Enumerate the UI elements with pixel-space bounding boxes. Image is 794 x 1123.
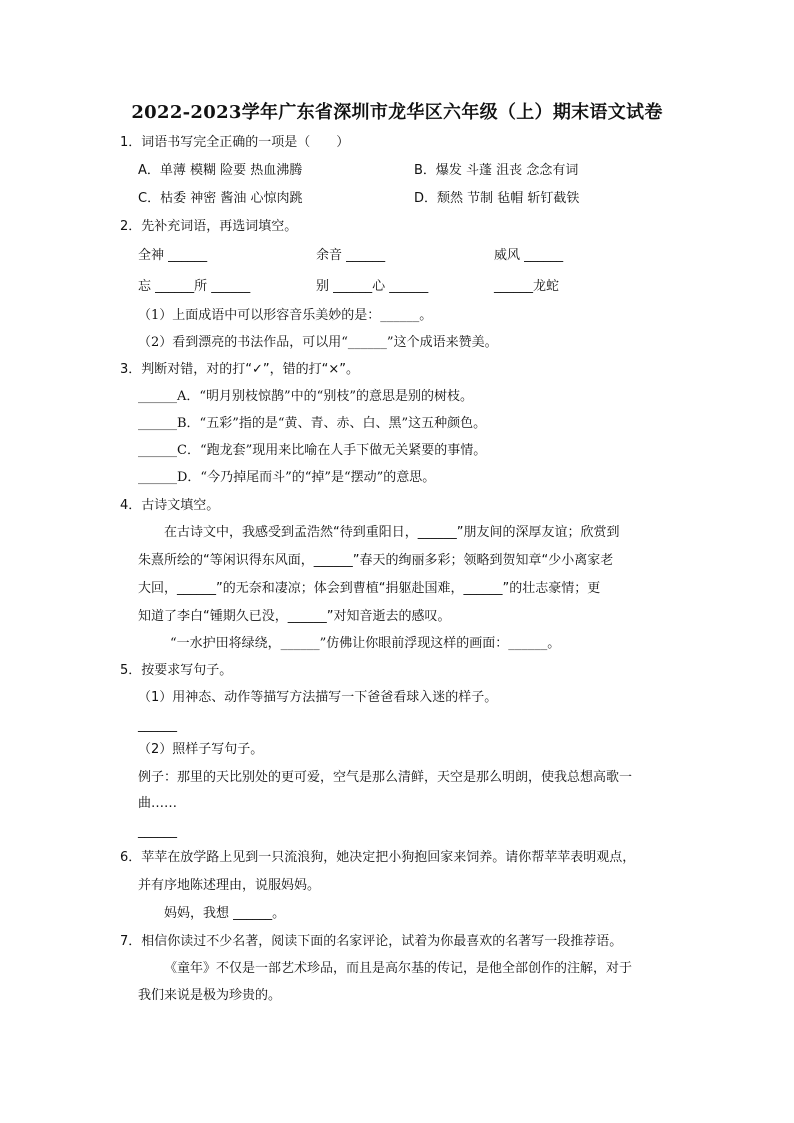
q1-option-c: C．枯委 神密 酱油 心惊肉跳 bbox=[138, 191, 303, 206]
q5-example-line-2: 曲…… bbox=[138, 796, 178, 811]
q2-word-1: 全神 ______ bbox=[138, 248, 208, 263]
q1-option-d: D．颓然 节制 毡帽 斩钉截铁 bbox=[414, 191, 580, 206]
q2-word-6: ______龙蛇 bbox=[494, 279, 560, 294]
q6-stem-continued: 并有序地陈述理由，说服妈妈。 bbox=[138, 878, 321, 893]
q3-item-b: ______B．“五彩”指的是“黄、青、赤、白、黑”这五种颜色。 bbox=[138, 416, 487, 431]
exam-title: 2022-2023学年广东省深圳市龙华区六年级（上）期末语文试卷 bbox=[131, 102, 663, 123]
q1-option-a: A．单薄 模糊 险要 热血沸腾 bbox=[138, 163, 303, 178]
q4-line-5: “一水护田将绿绕，______”仿佛让你眼前浮现这样的画面：______。 bbox=[170, 636, 561, 651]
q4-line-1: 在古诗文中，我感受到孟浩然“待到重阳日，______”朋友间的深厚友谊；欣赏到 bbox=[164, 525, 620, 540]
q5-stem: 5．按要求写句子。 bbox=[120, 663, 233, 678]
q6-stem: 6．苹苹在放学路上见到一只流浪狗，她决定把小狗抱回家来饲养。请你帮苹苹表明观点， bbox=[120, 850, 636, 865]
q4-line-4: 知道了李白“锺期久已没，______”对知音逝去的感叹。 bbox=[138, 609, 451, 624]
q5-answer-blank-2[interactable]: ______ bbox=[138, 824, 177, 839]
q5-sub-2: （2）照样子写句子。 bbox=[138, 742, 264, 757]
q2-word-4: 忘 ______所 ______ bbox=[138, 279, 251, 294]
q1-stem: 1．词语书写完全正确的一项是（ ） bbox=[120, 135, 350, 150]
q3-item-d: ______D．“今乃掉尾而斗”的“掉”是“摆动”的意思。 bbox=[138, 470, 436, 485]
q5-example-line-1: 例子：那里的天比别处的更可爱，空气是那么清鲜，天空是那么明朗，使我总想高歌一 bbox=[138, 770, 633, 785]
q6-answer[interactable]: 妈妈，我想 ______。 bbox=[164, 906, 286, 921]
q3-item-c: ______C．“跑龙套”现用来比喻在人手下做无关紧要的事情。 bbox=[138, 443, 487, 458]
q5-answer-blank-1[interactable]: ______ bbox=[138, 718, 177, 733]
q3-item-a: ______A．“明月别枝惊鹊”中的“别枝”的意思是别的树枝。 bbox=[138, 389, 473, 404]
q4-line-2: 朱熹所绘的“等闲识得东风面，______”春天的绚丽多彩；领略到贺知章“少小离家老 bbox=[138, 553, 614, 568]
q4-stem: 4．古诗文填空。 bbox=[120, 498, 220, 513]
q7-passage-line-1: 《童年》不仅是一部艺术珍品，而且是高尔基的传记，是他全部创作的注解，对于 bbox=[164, 961, 633, 976]
q5-sub-1: （1）用神态、动作等描写方法描写一下爸爸看球入迷的样子。 bbox=[138, 690, 498, 705]
q3-stem: 3．判断对错，对的打“✓”，错的打“×”。 bbox=[120, 362, 359, 377]
q2-sub-1: （1）上面成语中可以形容音乐美妙的是：______。 bbox=[138, 308, 433, 323]
q2-word-5: 别 ______心 ______ bbox=[316, 279, 429, 294]
q2-word-3: 威风 ______ bbox=[494, 248, 564, 263]
q4-line-3: 大回，______”的无奈和凄凉；体会到曹植“捐躯赴国难，______”的壮志豪情；更 bbox=[138, 581, 601, 596]
q7-passage-line-2: 我们来说是极为珍贵的。 bbox=[138, 988, 282, 1003]
q7-stem: 7．相信你读过不少名著，阅读下面的名家评论，试着为你最喜欢的名著写一段推荐语。 bbox=[120, 934, 623, 949]
q2-sub-2: （2）看到漂亮的书法作品，可以用“______”这个成语来赞美。 bbox=[138, 335, 498, 350]
q2-stem: 2．先补充词语，再选词填空。 bbox=[120, 219, 298, 234]
q2-word-2: 余音 ______ bbox=[316, 248, 386, 263]
q1-option-b: B．爆发 斗蓬 沮丧 念念有词 bbox=[414, 163, 579, 178]
